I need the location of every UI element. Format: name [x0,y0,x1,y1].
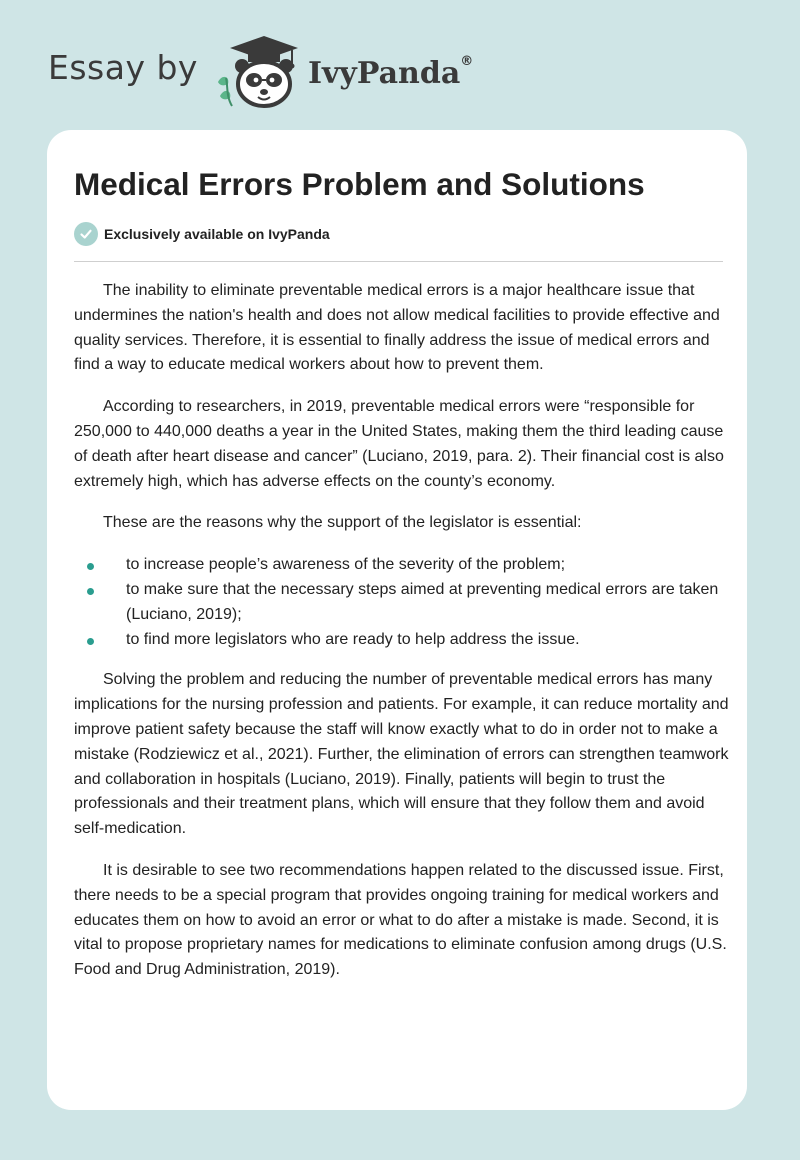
paragraph: The inability to eliminate preventable medical errors is a major healthcare issue that undermines the nation's health and does not allow medical facilities to provide effective and quality services. Therefore, it is essential to finally address the issue of medical errors and find a way to educate medical workers about how to prevent them. [74,282,720,374]
paragraph: It is desirable to see two recommendations happen related to the discussed issue. First, there needs to be a special program that provides ongoing training for medical workers and educates them on how to avoid an error or what to do after a mistake is made. Second, it is vital to propose proprietary names for medications to eliminate confusion among drugs (U.S. Food and Drug Administration, 2019). [74,861,727,979]
bullet-dot-icon [87,588,94,595]
brand-name-wrapper [307,53,474,91]
brand-registered-mark: ® [460,53,474,69]
list-item [74,578,734,628]
badge-text: Exclusively available on IvyPanda [104,226,330,242]
paragraph: These are the reasons why the support of the legislator is essential: [103,514,582,532]
list-item [74,553,734,578]
title-divider [74,261,723,262]
list-item-text: to make sure that the necessary steps aimed at preventing medical errors are taken (Luciano, 2019); [126,580,719,623]
paragraph: According to researchers, in 2019, preventable medical errors were “responsible for 250,000 to 440,000 deaths a year in the United States, making them the third leading cause of death after heart disease and cancer” (Luciano, 2019, para. 2). Their financial cost is also extremely high, which has adverse effects on the county’s economy. [74,398,724,490]
bullet-dot-icon [87,638,94,645]
exclusive-badge [74,222,330,246]
essay-body [74,279,734,1000]
list-item-text: to find more legislators who are ready to help address the issue. [126,630,580,648]
site-brand[interactable] [48,30,473,110]
reasons-list [74,553,734,652]
ivypanda-panda-logo-icon [212,30,304,110]
check-mark-icon [79,227,93,241]
paragraph: Solving the problem and reducing the number of preventable medical errors has many implications for the nursing profession and patients. For example, it can reduce mortality and improve patient safety because the staff will know exactly what to do in order not to make a mistake (Rodziewicz et al., 2021). Further, the elimination of errors can strengthen teamwork and collaboration in hospitals (Luciano, 2019). Finally, patients will begin to trust the professionals and their treatment plans, which will ensure that they follow them and avoid self-medication. [74,671,729,838]
brand-name: IvyPanda [307,55,461,91]
essay-card [47,130,747,1110]
bullet-dot-icon [87,563,94,570]
brand-prefix: Essay by [48,47,198,87]
check-circle-icon [74,222,98,246]
list-item-text: to increase people’s awareness of the severity of the problem; [126,556,566,574]
list-item [74,628,734,653]
page-title: Medical Errors Problem and Solutions [74,166,645,202]
